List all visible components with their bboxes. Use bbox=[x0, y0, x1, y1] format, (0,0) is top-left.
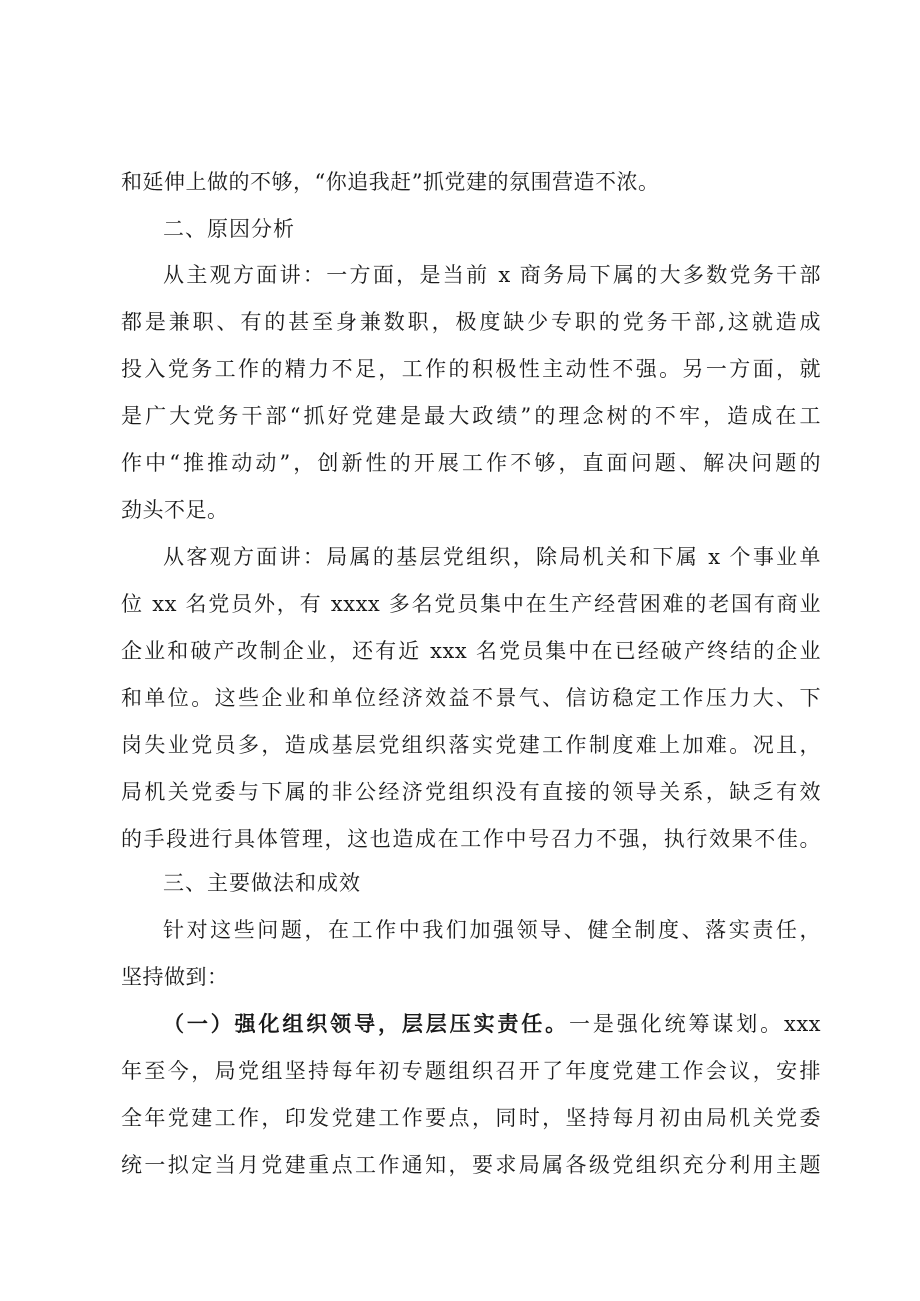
paragraph-line: 劲头不足。 bbox=[121, 498, 229, 522]
paragraph-line: 坚持做到： bbox=[121, 965, 229, 989]
paragraph-line: 的手段进行具体管理，这也造成在工作中号召力不强，执行效果不佳。 bbox=[121, 827, 821, 851]
paragraph-line: 从客观方面讲：局属的基层党组织，除局机关和下属 x 个事业单 bbox=[163, 545, 821, 569]
paragraph-line: 作中“推推动动”，创新性的开展工作不够，直面问题、解决问题的 bbox=[121, 451, 821, 475]
paragraph-line: 全年党建工作，印发党建工作要点，同时，坚持每月初由局机关党委 bbox=[121, 1106, 821, 1130]
paragraph-line: 岗失业党员多，造成基层党组织落实党建工作制度难上加难。况且， bbox=[121, 733, 821, 757]
subsection-first-line bbox=[163, 1009, 821, 1039]
subsection-heading-strengthen-leadership: （一）强化组织领导，层层压实责任。 bbox=[163, 1012, 570, 1036]
section-heading-main-practices: 三、主要做法和成效 bbox=[163, 871, 361, 895]
paragraph-line: 从主观方面讲：一方面，是当前 x 商务局下属的大多数党务干部 bbox=[163, 263, 821, 287]
paragraph-line: 是广大党务干部“抓好党建是最大政绩”的理念树的不牢，造成在工 bbox=[121, 404, 821, 428]
intro-line: 和延伸上做的不够，“你追我赶”抓党建的氛围营造不浓。 bbox=[121, 170, 660, 194]
paragraph-line: 和单位。这些企业和单位经济效益不景气、信访稳定工作压力大、下 bbox=[121, 686, 821, 710]
paragraph-line: 投入党务工作的精力不足，工作的积极性主动性不强。另一方面，就 bbox=[121, 357, 821, 381]
subsection-text: 一是强化统筹谋划。xxx bbox=[569, 1012, 822, 1036]
paragraph-line: 年至今，局党组坚持每年初专题组织召开了年度党建工作会议，安排 bbox=[121, 1059, 821, 1083]
paragraph-line: 位 xx 名党员外，有 xxxx 多名党员集中在生产经营困难的老国有商业 bbox=[121, 592, 821, 616]
paragraph-line: 局机关党委与下属的非公经济党组织没有直接的领导关系，缺乏有效 bbox=[121, 780, 821, 804]
paragraph-line: 都是兼职、有的甚至身兼数职，极度缺少专职的党务干部,这就造成 bbox=[121, 310, 821, 334]
paragraph-line: 针对这些问题，在工作中我们加强领导、健全制度、落实责任， bbox=[163, 918, 821, 942]
section-heading-cause-analysis: 二、原因分析 bbox=[163, 217, 295, 241]
paragraph-line: 统一拟定当月党建重点工作通知，要求局属各级党组织充分利用主题 bbox=[121, 1153, 821, 1177]
paragraph-line: 企业和破产改制企业，还有近 xxx 名党员集中在已经破产终结的企业 bbox=[121, 639, 821, 663]
